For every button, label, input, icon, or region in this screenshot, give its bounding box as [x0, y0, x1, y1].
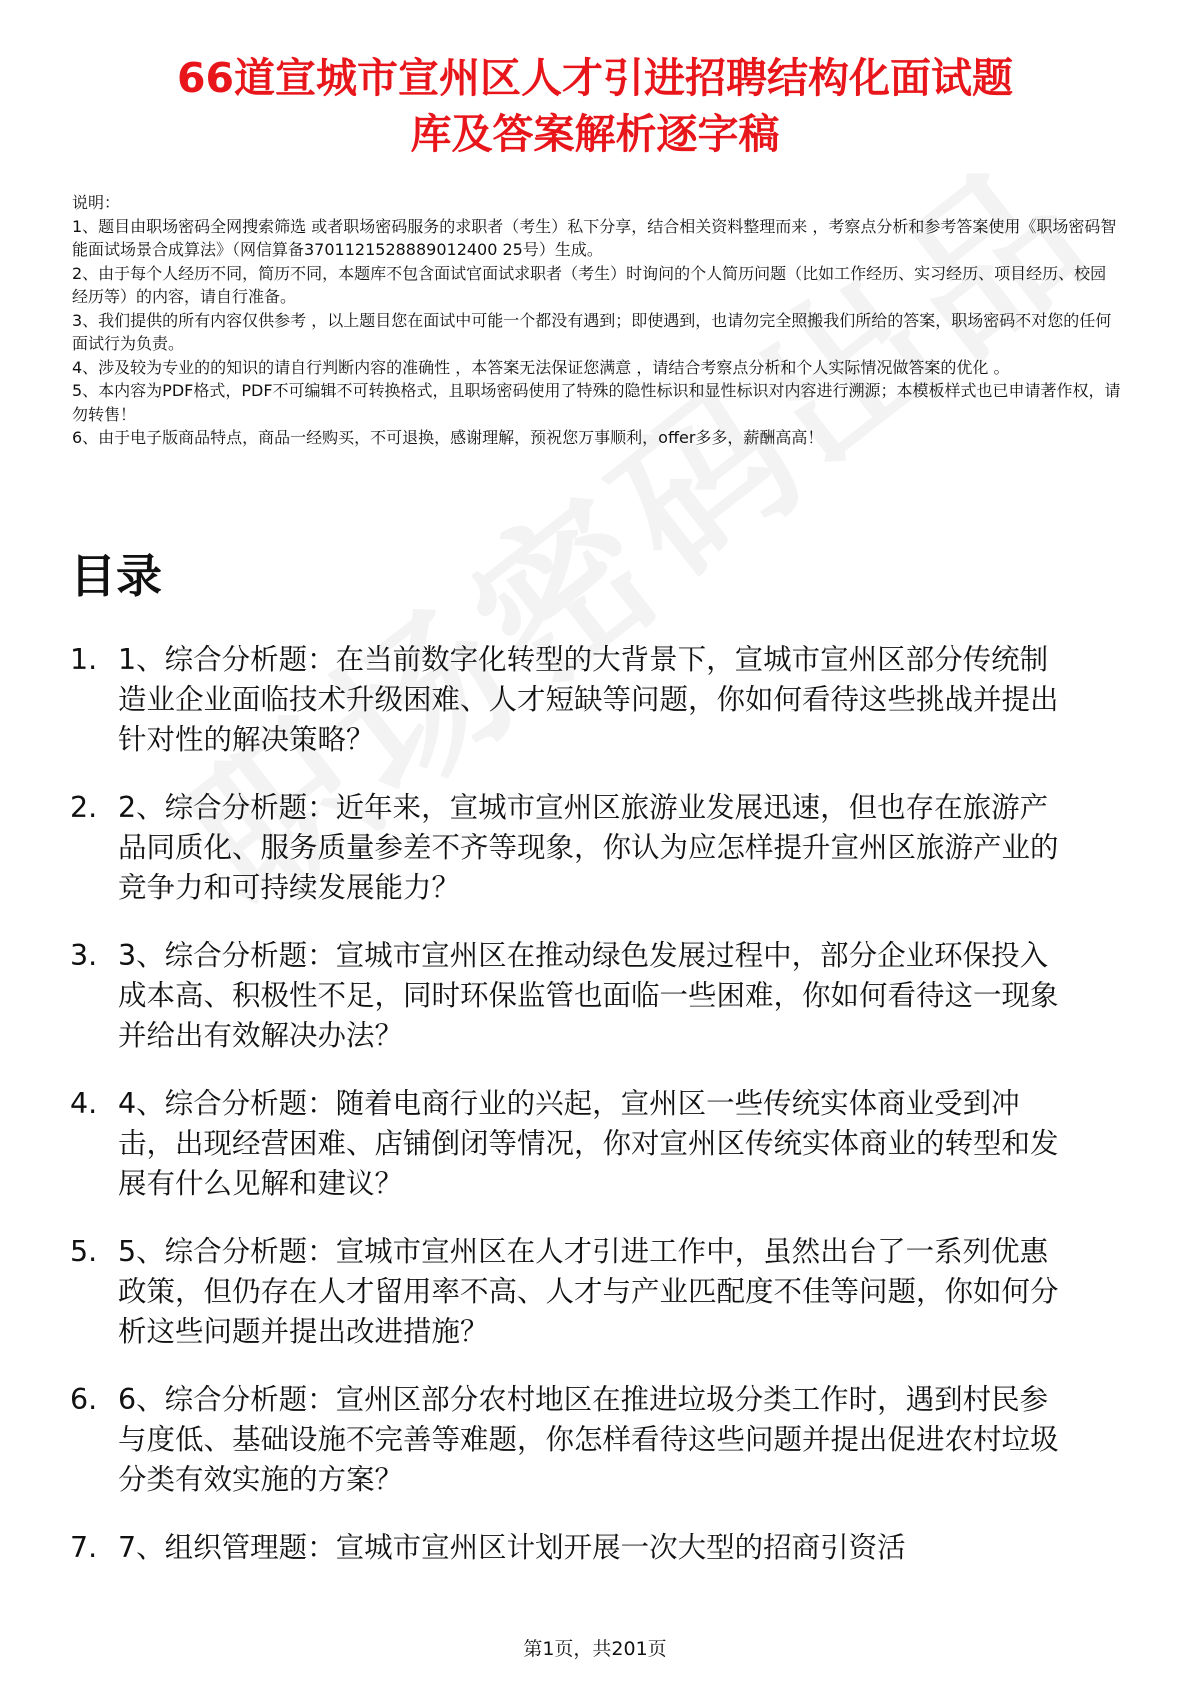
toc-item-text: 6、综合分析题：宣州区部分农村地区在推进垃圾分类工作时，遇到村民参与度低、基础设施不完善等难题，你怎样看待这些问题并提出促进农村垃圾分类有效实施的方案？	[118, 1383, 1059, 1496]
notes-heading: 说明：	[72, 193, 121, 212]
toc-item-number: 4.	[70, 1087, 98, 1120]
toc-item-number: 3.	[70, 939, 98, 972]
toc-item[interactable]	[70, 1232, 1070, 1352]
toc-item-text: 7、组织管理题：宣城市宣州区计划开展一次大型的招商引资活	[118, 1531, 906, 1564]
toc-item[interactable]	[70, 1380, 1070, 1500]
note-item: 5、本内容为PDF格式，PDF不可编辑不可转换格式，且职场密码使用了特殊的隐性标识和显性标识对内容进行溯源；本模板样式也已申请著作权，请勿转售！	[72, 381, 1121, 424]
toc-item[interactable]	[70, 1528, 1070, 1568]
note-item: 6、由于电子版商品特点，商品一经购买，不可退换，感谢理解，预祝您万事顺利，offer多多，薪酬高高！	[72, 428, 824, 447]
toc-heading: 目录	[70, 549, 162, 603]
toc-item[interactable]	[70, 936, 1070, 1056]
toc-item-number: 7.	[70, 1531, 98, 1564]
table-of-contents	[70, 640, 1070, 1596]
note-item: 1、题目由职场密码全网搜索筛选 或者职场密码服务的求职者（考生）私下分享，结合相关资料整理而来 ，考察点分析和参考答案使用《职场密码智能面试场景合成算法》（网信算备3701121528889012400 25号）生成。	[72, 216, 1117, 259]
toc-item[interactable]	[70, 788, 1070, 908]
toc-item-number: 6.	[70, 1383, 98, 1416]
title-line-1: 66道宣城市宣州区人才引进招聘结构化面试题	[176, 54, 1014, 102]
document-title	[60, 50, 1130, 162]
note-item: 3、我们提供的所有内容仅供参考 ，以上题目您在面试中可能一个都没有遇到；即使遇到，也请勿完全照搬我们所给的答案，职场密码不对您的任何面试行为负责。	[72, 310, 1112, 353]
toc-item-number: 2.	[70, 791, 98, 824]
note-item: 2、由于每个人经历不同，简历不同，本题库不包含面试官面试求职者（考生）时询问的个人简历问题（比如工作经历、实习经历、项目经历、校园经历等）的内容，请自行准备。	[72, 263, 1107, 306]
page-footer: 第1页，共201页	[523, 1638, 667, 1660]
toc-item-text: 3、综合分析题：宣城市宣州区在推动绿色发展过程中，部分企业环保投入成本高、积极性不足，同时环保监管也面临一些困难，你如何看待这一现象并给出有效解决办法？	[118, 939, 1059, 1052]
toc-item-text: 5、综合分析题：宣城市宣州区在人才引进工作中，虽然出台了一系列优惠政策，但仍存在人才留用率不高、人才与产业匹配度不佳等问题，你如何分析这些问题并提出改进措施？	[118, 1235, 1059, 1348]
toc-item[interactable]	[70, 640, 1070, 760]
toc-item-number: 1.	[70, 643, 98, 676]
toc-item-number: 5.	[70, 1235, 98, 1268]
toc-item-text: 2、综合分析题：近年来，宣城市宣州区旅游业发展迅速，但也存在旅游产品同质化、服务质量参差不齐等现象，你认为应怎样提升宣州区旅游产业的竞争力和可持续发展能力？	[118, 791, 1059, 904]
title-line-2: 库及答案解析逐字稿	[410, 110, 780, 158]
toc-item-text: 1、综合分析题：在当前数字化转型的大背景下，宣城市宣州区部分传统制造业企业面临技术升级困难、人才短缺等问题，你如何看待这些挑战并提出针对性的解决策略？	[118, 643, 1059, 756]
toc-item[interactable]	[70, 1084, 1070, 1204]
notes-section	[72, 191, 1122, 450]
note-item: 4、涉及较为专业的的知识的请自行判断内容的准确性 ，本答案无法保证您满意 ，请结合考察点分析和个人实际情况做答案的优化 。	[72, 357, 1010, 377]
toc-item-text: 4、综合分析题：随着电商行业的兴起，宣州区一些传统实体商业受到冲击，出现经营困难、店铺倒闭等情况，你对宣州区传统实体商业的转型和发展有什么见解和建议？	[118, 1087, 1059, 1200]
